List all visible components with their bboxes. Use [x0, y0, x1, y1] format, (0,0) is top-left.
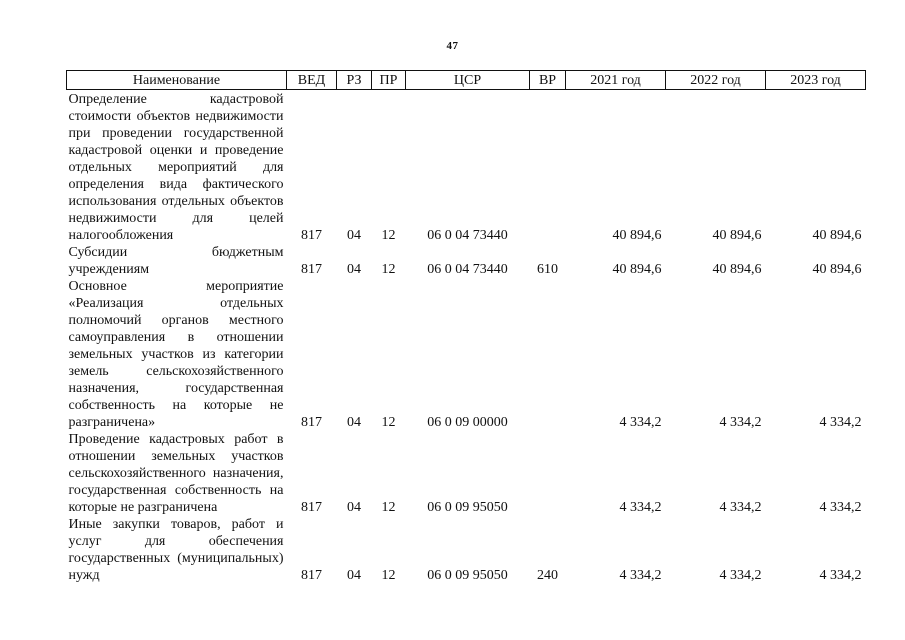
- row-ved: 817: [301, 500, 322, 515]
- row-vr: 610: [537, 262, 558, 277]
- row-csr: 06 0 04 73440: [427, 228, 508, 243]
- row-name: Определение кадастровой стоимости объектов недвижимости при проведении государственной кадастровой оценки и проведение отдельных мероприятий для определения вида фактического использования отдельных объектов недвижимости для целей налогообложения: [68, 92, 284, 243]
- row-name: Иные закупки товаров, работ и услуг для обеспечения государственных (муниципальных) нужд: [68, 517, 284, 583]
- row-csr: 06 0 04 73440: [427, 262, 508, 277]
- header-ved: ВЕД: [287, 71, 337, 90]
- row-pr: 12: [381, 568, 396, 583]
- table-row: [67, 278, 866, 431]
- row-name: Проведение кадастровых работ в отношении земельных участков сельскохозяйственного назначения, государственная собственность на которые не разграничена: [68, 432, 284, 515]
- row-ved: 817: [301, 228, 322, 243]
- row-rz: 04: [347, 500, 361, 515]
- row-ved: 817: [301, 415, 322, 430]
- row-2023: 4 334,2: [819, 415, 862, 430]
- table-row: [67, 431, 866, 516]
- row-rz: 04: [347, 228, 361, 243]
- header-pr: ПР: [372, 71, 406, 90]
- budget-table: [66, 70, 866, 584]
- row-name: Субсидии бюджетным учреждениям: [68, 245, 284, 277]
- header-csr: ЦСР: [406, 71, 530, 90]
- header-2023: 2023 год: [766, 71, 866, 90]
- header-2021: 2021 год: [566, 71, 666, 90]
- row-vr: [530, 431, 566, 516]
- table-row: [67, 516, 866, 584]
- table-row: [67, 244, 866, 278]
- row-2023: 4 334,2: [819, 500, 862, 515]
- table-header: [67, 71, 866, 90]
- row-2022: 4 334,2: [719, 568, 762, 583]
- row-vr: [530, 90, 566, 245]
- row-pr: 12: [381, 228, 396, 243]
- row-2021: 4 334,2: [619, 500, 662, 515]
- row-rz: 04: [347, 262, 361, 277]
- row-csr: 06 0 09 00000: [427, 415, 508, 430]
- header-2022: 2022 год: [666, 71, 766, 90]
- row-2023: 40 894,6: [812, 228, 862, 243]
- table-row: [67, 90, 866, 245]
- row-vr: [530, 278, 566, 431]
- row-pr: 12: [381, 415, 396, 430]
- row-2021: 4 334,2: [619, 568, 662, 583]
- row-csr: 06 0 09 95050: [427, 500, 508, 515]
- row-2021: 4 334,2: [619, 415, 662, 430]
- row-pr: 12: [381, 262, 396, 277]
- header-rz: РЗ: [337, 71, 372, 90]
- row-vr: 240: [537, 568, 558, 583]
- page-number: 47: [446, 40, 459, 52]
- header-name: Наименование: [67, 71, 287, 90]
- header-vr: ВР: [530, 71, 566, 90]
- row-rz: 04: [347, 568, 361, 583]
- row-2022: 4 334,2: [719, 415, 762, 430]
- row-2022: 4 334,2: [719, 500, 762, 515]
- row-pr: 12: [381, 500, 396, 515]
- row-csr: 06 0 09 95050: [427, 568, 508, 583]
- row-2021: 40 894,6: [612, 262, 662, 277]
- row-name: Основное мероприятие «Реализация отдельных полномочий органов местного самоуправления в отношении земельных участков из категории земель сельскохозяйственного назначения, государственная собственность на которые не разграничена»: [68, 279, 284, 430]
- row-2022: 40 894,6: [712, 228, 762, 243]
- row-2023: 40 894,6: [812, 262, 862, 277]
- row-2021: 40 894,6: [612, 228, 662, 243]
- row-rz: 04: [347, 415, 361, 430]
- row-2023: 4 334,2: [819, 568, 862, 583]
- row-ved: 817: [301, 262, 322, 277]
- row-ved: 817: [301, 568, 322, 583]
- row-2022: 40 894,6: [712, 262, 762, 277]
